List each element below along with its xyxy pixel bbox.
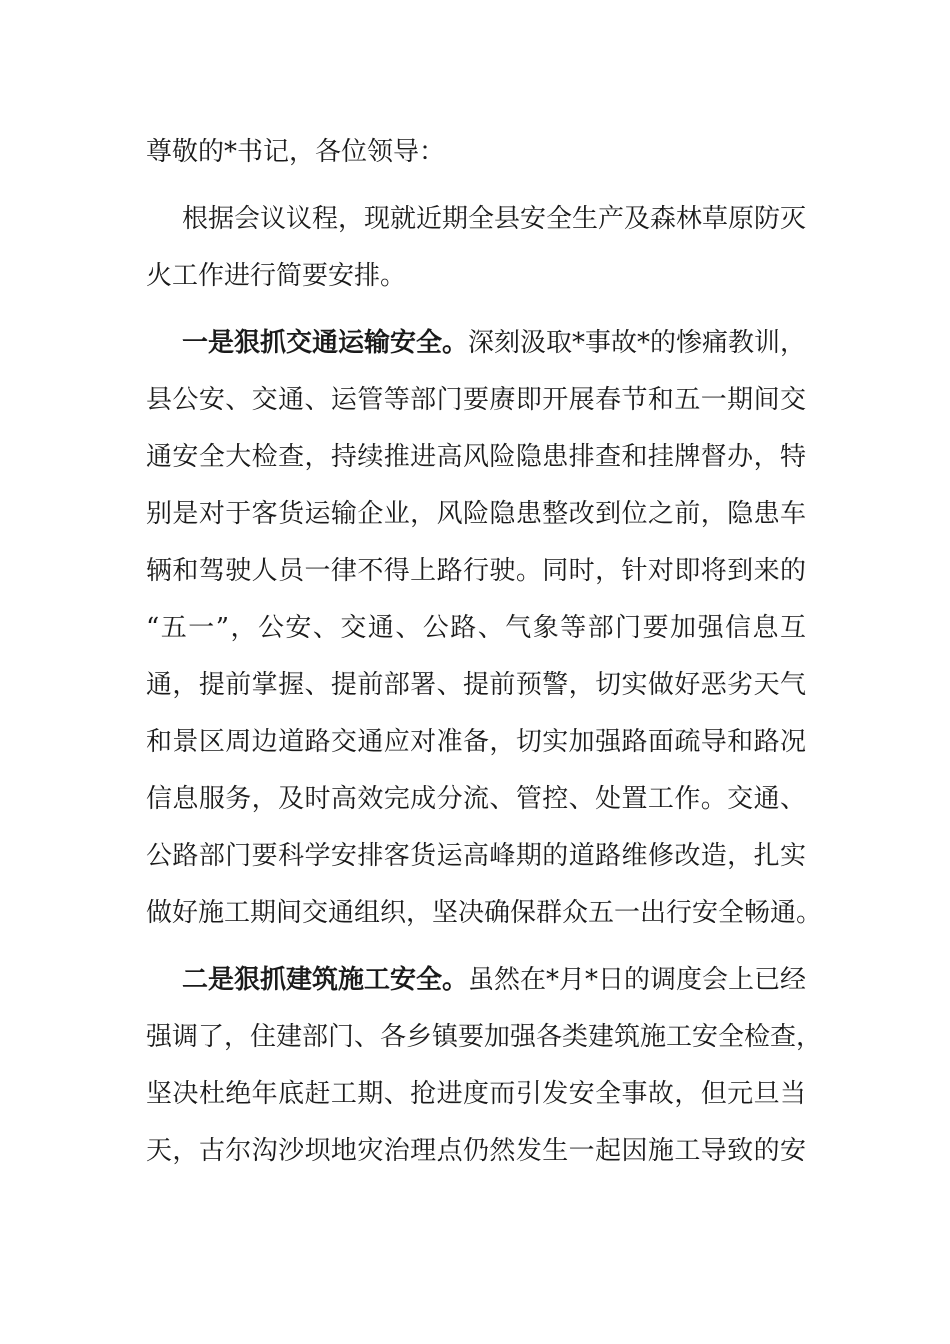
intro-line-1	[182, 199, 806, 239]
section2-text: 坚决杜绝年底赶工期、抢进度而引发安全事故，但元旦当	[146, 1079, 806, 1109]
section1-first-line-content	[182, 323, 806, 363]
salutation	[146, 132, 806, 172]
section1-text: 公路部门要科学安排客货运高峰期的道路维修改造，扎实	[146, 841, 806, 871]
section1-line1-rest: 深刻汲取*事故*的惨痛教训，	[468, 328, 807, 358]
section1-text: 和景区周边道路交通应对准备，切实加强路面疏导和路况	[146, 727, 806, 757]
section1-text: 别是对于客货运输企业，风险隐患整改到位之前，隐患车	[146, 499, 806, 529]
section2-line1-rest: 虽然在*月*日的调度会上已经	[468, 965, 807, 995]
section1-heading: 一是狠抓交通运输安全。	[182, 328, 469, 358]
section2-text: 天，古尔沟沙坝地灾治理点仍然发生一起因施工导致的安	[146, 1136, 806, 1166]
intro-text-1: 根据会议议程，现就近期全县安全生产及森林草原防灭	[182, 204, 807, 234]
section1-text: 信息服务，及时高效完成分流、管控、处置工作。交通、	[146, 784, 806, 814]
section1-text: 通安全大检查，持续推进高风险隐患排查和挂牌督办，特	[146, 442, 806, 472]
section1-text: 县公安、交通、运管等部门要赓即开展春节和五一期间交	[146, 385, 806, 415]
section1-line	[146, 779, 806, 819]
section1-text: 辆和驾驶人员一律不得上路行驶。同时，针对即将到来的	[146, 556, 806, 586]
section2-text: 强调了，住建部门、各乡镇要加强各类建筑施工安全检查，	[146, 1022, 823, 1052]
section1-text: “五一”，公安、交通、公路、气象等部门要加强信息互	[146, 613, 806, 643]
section2-heading: 二是狠抓建筑施工安全。	[182, 965, 469, 995]
intro-line-2	[146, 256, 806, 296]
section1-first-line	[182, 323, 806, 363]
section2-line	[146, 1074, 806, 1114]
section1-line	[146, 380, 806, 420]
section1-text: 通，提前掌握、提前部署、提前预警，切实做好恶劣天气	[146, 670, 806, 700]
section1-line	[146, 437, 806, 477]
intro-text-2: 火工作进行简要安排。	[146, 261, 407, 291]
section1-line	[146, 722, 806, 762]
section1-line	[146, 608, 806, 648]
section1-text: 做好施工期间交通组织，坚决确保群众五一出行安全畅通。	[146, 898, 823, 928]
section2-first-line	[182, 960, 806, 1000]
salutation-text: 尊敬的*书记，各位领导：	[146, 137, 446, 167]
section2-first-line-content	[182, 960, 806, 1000]
section1-line	[146, 836, 806, 876]
section1-line	[146, 494, 806, 534]
section1-line	[146, 551, 806, 591]
section1-line-last	[146, 893, 823, 933]
section2-line	[146, 1017, 823, 1057]
section2-line	[146, 1131, 806, 1171]
section1-line	[146, 665, 806, 705]
